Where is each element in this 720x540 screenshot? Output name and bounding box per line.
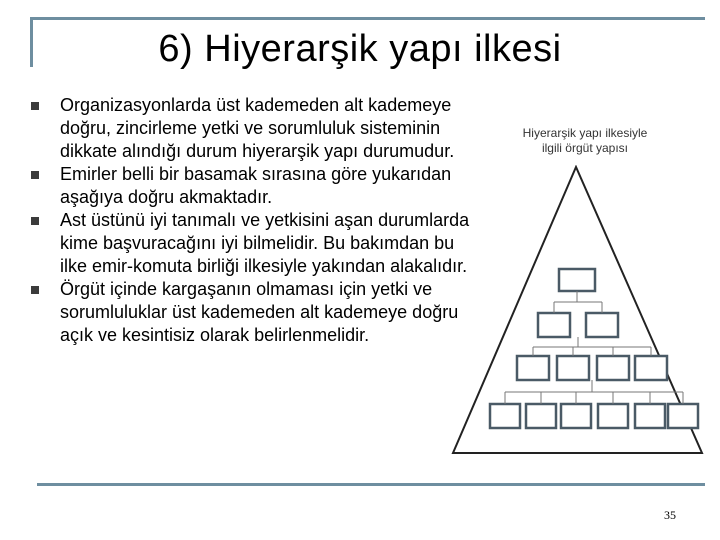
page-number: 35 [664, 508, 676, 522]
bullet-text: Emirler belli bir basamak sırasına göre yukarıdan aşağıya doğru akmaktadır. [60, 164, 452, 207]
org-box [586, 313, 618, 337]
org-box [668, 404, 698, 428]
org-box [597, 356, 629, 380]
square-bullet-icon [31, 286, 39, 294]
org-box [517, 356, 549, 380]
org-box [557, 356, 589, 380]
frame-bottom-line [37, 483, 705, 486]
org-box [559, 269, 595, 291]
org-box [561, 404, 591, 428]
bullet-item [30, 94, 480, 163]
org-box [526, 404, 556, 428]
square-bullet-icon [31, 171, 39, 179]
bullet-list [30, 94, 480, 347]
pyramid-caption: Hiyerarşik yapı ilkesiyle ilgili örgüt yapısı [522, 126, 648, 155]
org-box [490, 404, 520, 428]
hierarchy-pyramid-diagram [450, 165, 705, 455]
bullet-text: Ast üstünü iyi tanımalı ve yetkisini aşan durumlarda kime başvuracağını iyi bilmelidir. Bu bakımdan bu ilke emir-komuta birliği ilkesiyle yakından alakalıdır. [60, 210, 470, 276]
frame-top-line [30, 17, 705, 20]
bullet-item [30, 278, 480, 347]
org-box [598, 404, 628, 428]
org-box [538, 313, 570, 337]
bullet-text: Organizasyonlarda üst kademeden alt kademeye doğru, zincirleme yetki ve sorumluluk sisteminin dikkate alındığı durum hiyerarşik yapı durumudur. [60, 95, 455, 161]
square-bullet-icon [31, 217, 39, 225]
slide-title: 6) Hiyerarşik yapı ilkesi [158, 28, 562, 70]
square-bullet-icon [31, 102, 39, 110]
bullet-text: Örgüt içinde kargaşanın olmaması için yetki ve sorumluluklar üst kademeden alt kademeye doğru açık ve kesintisiz olarak belirlenmelidir. [60, 279, 459, 345]
bullet-item [30, 209, 480, 278]
org-box [635, 404, 665, 428]
org-box [635, 356, 667, 380]
bullet-item [30, 163, 480, 209]
